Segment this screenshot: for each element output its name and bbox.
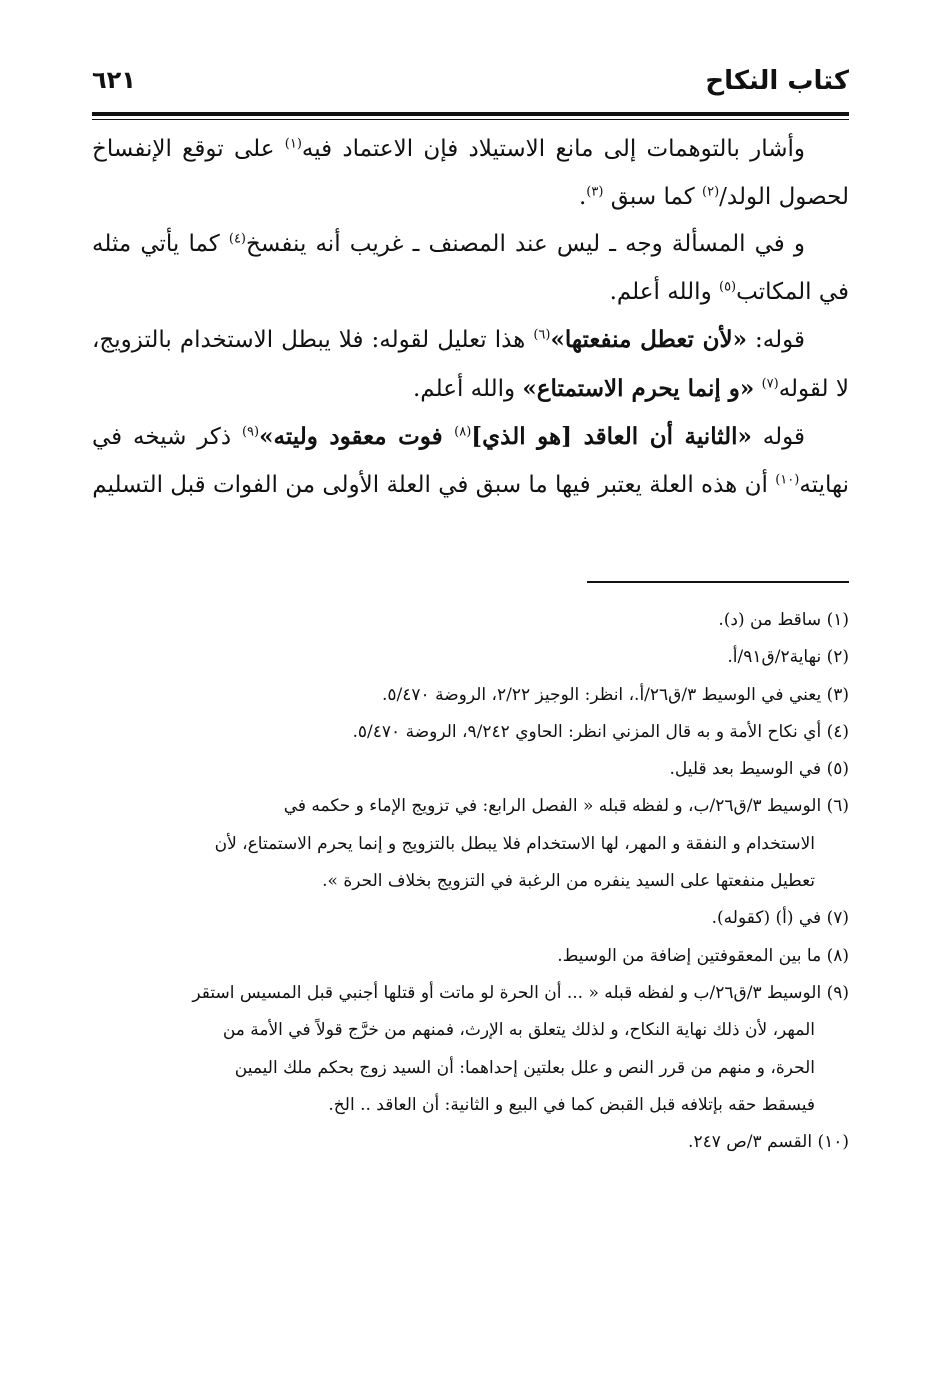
footnote-6: (٦) الوسيط ٣/ق٢٦/ب، و لفظه قبله « الفصل الرابع: في تزويج الإماء و حكمه في <box>283 796 849 817</box>
quoted-phrase: «الثانية أن العاقد [هو الذي] <box>471 423 752 450</box>
paragraph-1: وأشار بالتوهمات إلى مانع الاستيلاد فإن الاعتماد فيه$^{(١)}$ على توقع الإنفساخ لحصول الولد/$^{(٢)}$ كما سبق $^{(٣)}$. <box>92 136 849 210</box>
page-number: ٦٢١ <box>92 66 136 94</box>
footnote-ref-3: (٣) <box>586 183 604 199</box>
footnote-ref-4: (٤) <box>228 231 246 247</box>
quoted-phrase: «لأن تعطل منفعتها» <box>550 326 747 353</box>
footnote-ref-10: (١٠) <box>775 471 800 487</box>
main-text <box>92 126 849 509</box>
footnote-8: (٨) ما بين المعقوفتين إضافة من الوسيط. <box>557 945 849 966</box>
footnote-6-continued: الاستخدام و النفقة و المهر، لها الاستخدام فلا يبطل بالتزويج و إنما يحرم الاستمتاع، لأن <box>214 833 815 854</box>
footnote-7: (٧) في (أ) (كقوله). <box>711 908 849 929</box>
footnote-10: (١٠) القسم ٣/ص ٢٤٧. <box>688 1132 849 1153</box>
footnote-ref-2: (٢) <box>702 183 720 199</box>
running-title: كتاب النكاح <box>705 66 849 96</box>
page-header <box>92 66 849 106</box>
footnote-ref-1: (١) <box>284 136 302 152</box>
header-rule-thin <box>92 119 849 120</box>
footnote-ref-9: (٩) <box>241 424 260 440</box>
footnote-1: (١) ساقط من (د). <box>718 610 849 630</box>
paragraph-4: قوله «الثانية أن العاقد [هو الذي]$^{(٨)}$ فوت معقود وليته»$^{(٩)}$ ذكر شيخه في نهايته$^{(١٠)}$ أن هذه العلة يعتبر فيها ما سبق في العلة الأولى من الفوات قبل التسليم <box>92 423 849 498</box>
footnote-ref-6: (٦) <box>533 327 551 343</box>
quoted-phrase: فوت معقود وليته» <box>259 423 455 450</box>
quoted-phrase: «و إنما يحرم الاستمتاع» <box>522 374 755 402</box>
footnote-5: (٥) في الوسيط بعد قليل. <box>669 759 849 780</box>
footnote-9-continued: الحرة، و منهم من قرر النص و علل بعلتين إحداهما: أن السيد زوج بحكم ملك اليمين <box>234 1057 815 1078</box>
footnotes <box>92 602 849 1161</box>
footnote-6-continued: تعطيل منفعتها على السيد ينفره من الرغبة في التزويج بخلاف الحرة ». <box>322 871 815 892</box>
paragraph-3: قوله: «لأن تعطل منفعتها»$^{(٦)}$ هذا تعليل لقوله: فلا يبطل الاستخدام بالتزويج، لا لقوله$^{(٧)}$ «و إنما يحرم الاستمتاع» والله أعلم. <box>92 326 849 402</box>
footnote-ref-8: (٨) <box>454 424 472 440</box>
footnote-9-continued: المهر، لأن ذلك نهاية النكاح، و لذلك يتعلق به الإرث، فمنهم من خرَّج قولاً في الأمة من <box>222 1020 815 1041</box>
footnote-3: (٣) يعني في الوسيط ٣/ق٢٦/أ.، انظر: الوجيز ٢/٢٢، الروضة ٥/٤٧٠. <box>382 684 849 705</box>
footnote-2: (٢) نهاية٢/ق٩١/أ. <box>727 647 849 668</box>
header-rule-thick <box>92 112 849 116</box>
footnote-9-continued: فيسقط حقه بإتلافه قبل القبض كما في البيع و الثانية: أن العاقد .. الخ. <box>328 1094 815 1115</box>
footnote-4: (٤) أي نكاح الأمة و به قال المزني انظر: الحاوي ٩/٢٤٢، الروضة ٥/٤٧٠. <box>352 721 849 742</box>
footnote-separator <box>587 581 849 583</box>
footnote-ref-5: (٥) <box>718 278 737 294</box>
footnote-9: (٩) الوسيط ٣/ق٢٦/ب و لفظه قبله « ... أن الحرة لو ماتت أو قتلها أجنبي قبل المسيس استقر <box>192 982 849 1003</box>
footnote-ref-7: (٧) <box>761 375 779 391</box>
paragraph-2: و في المسألة وجه ـ ليس عند المصنف ـ غريب أنه ينفسخ$^{(٤)}$ كما يأتي مثله في المكاتب$^{(٥)}$ والله أعلم. <box>92 231 849 305</box>
